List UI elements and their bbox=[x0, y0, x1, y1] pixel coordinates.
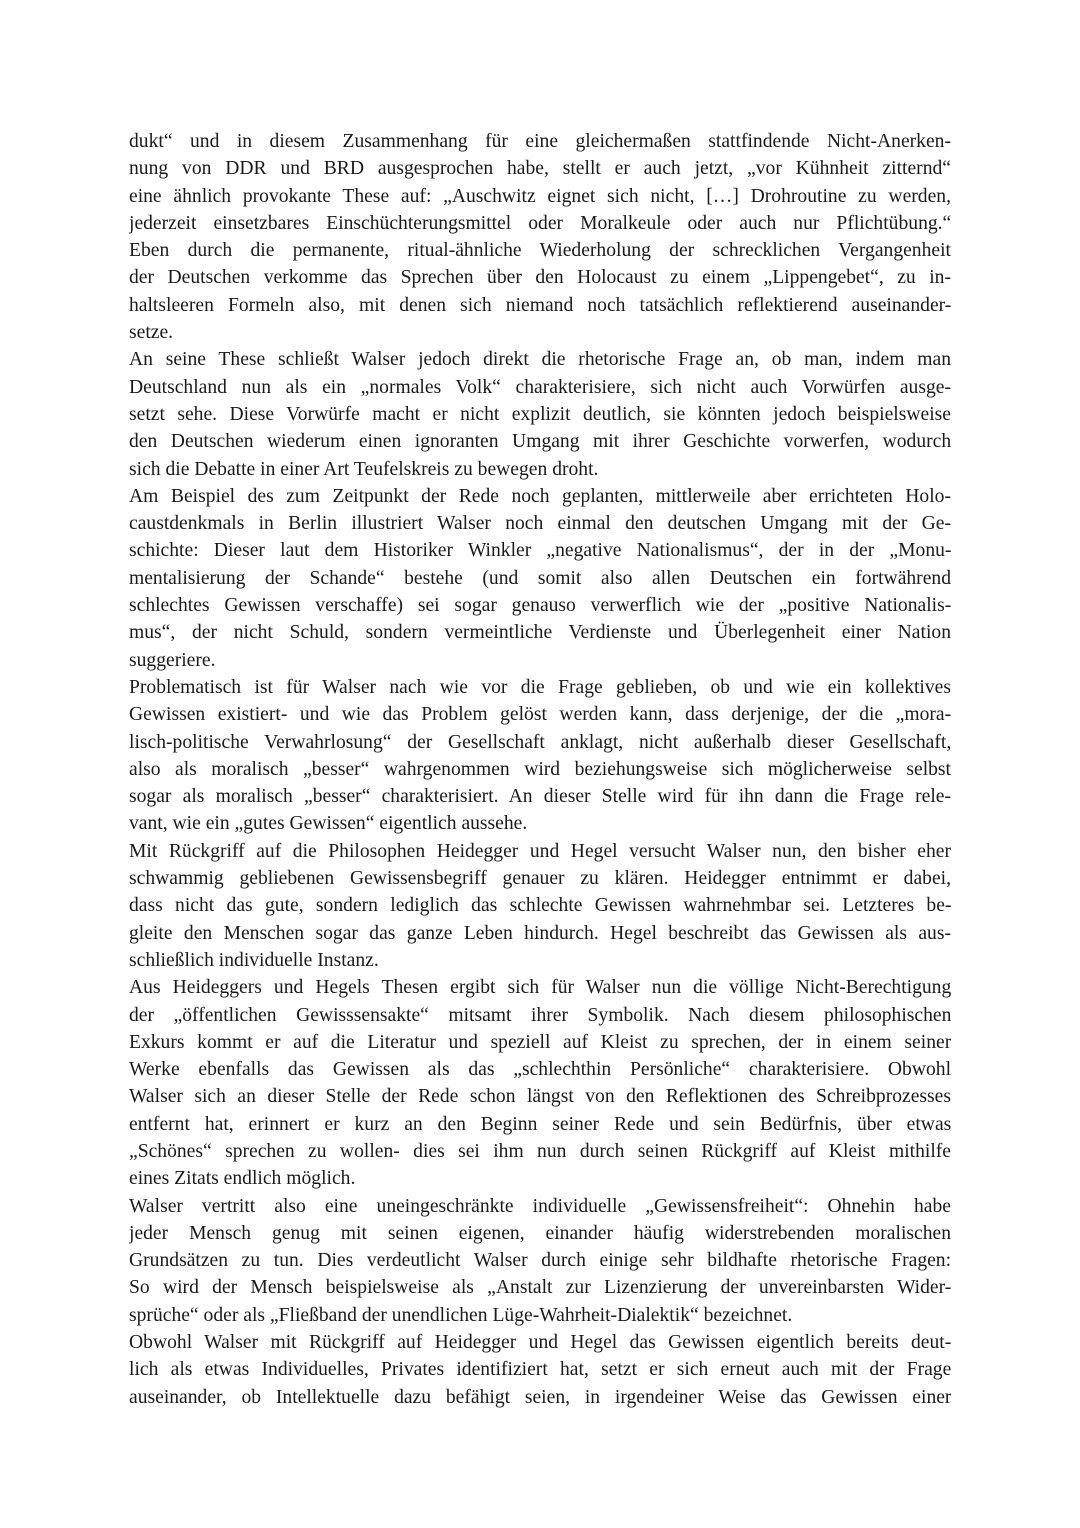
body-text bbox=[129, 128, 951, 1411]
text-line: Problematisch ist für Walser nach wie vor die Frage geblieben, ob und wie ein kollektives bbox=[129, 676, 951, 698]
text-line: Mit Rückgriff auf die Philosophen Heidegger und Hegel versucht Walser nun, den bisher eher bbox=[129, 840, 951, 862]
text-line: Obwohl Walser mit Rückgriff auf Heidegger und Hegel das Gewissen eigentlich bereits deut- bbox=[129, 1332, 951, 1354]
text-line: den Deutschen wiederum einen ignoranten Umgang mit ihrer Geschichte vorwerfen, wodurch bbox=[129, 431, 951, 453]
text-line: mentalisierung der Schande“ bestehe (und somit also allen Deutschen ein fortwährend bbox=[129, 567, 951, 589]
text-line: jeder Mensch genug mit seinen eigenen, einander häufig widerstrebenden moralischen bbox=[129, 1222, 951, 1244]
text-line: lich als etwas Individuelles, Privates identifiziert hat, setzt er sich erneut auch mit der Frage bbox=[129, 1359, 951, 1381]
text-line: Eben durch die permanente, ritual-ähnliche Wiederholung der schrecklichen Vergangenheit bbox=[129, 240, 951, 262]
text-line: Aus Heideggers und Hegels Thesen ergibt sich für Walser nun die völlige Nicht-Berechtigung bbox=[129, 977, 951, 999]
text-line: jederzeit einsetzbares Einschüchterungsmittel oder Moralkeule oder auch nur Pflichtübung.“ bbox=[129, 212, 951, 234]
text-line: der Deutschen verkomme das Sprechen über den Holocaust zu einem „Lippengebet“, zu in- bbox=[129, 267, 951, 289]
text-line: nung von DDR und BRD ausgesprochen habe, stellt er auch jetzt, „vor Kühnheit zitternd“ bbox=[129, 158, 951, 180]
text-line: schichte: Dieser laut dem Historiker Winkler „negative Nationalismus“, der in der „Monu- bbox=[129, 540, 951, 562]
text-line: eines Zitats endlich möglich. bbox=[129, 1168, 356, 1190]
text-line: caustdenkmals in Berlin illustriert Walser noch einmal den deutschen Umgang mit der Ge- bbox=[129, 513, 951, 535]
text-line: Grundsätzen zu tun. Dies verdeutlicht Walser durch einige sehr bildhafte rhetorische Fragen: bbox=[129, 1250, 951, 1272]
text-line: Deutschland nun als ein „normales Volk“ charakterisiere, sich nicht auch Vorwürfen ausge- bbox=[129, 376, 951, 398]
text-line: gleite den Menschen sogar das ganze Leben hindurch. Hegel beschreibt das Gewissen als aus- bbox=[129, 922, 951, 944]
text-line: sogar als moralisch „besser“ charakterisiert. An dieser Stelle wird für ihn dann die Frage rele- bbox=[129, 786, 951, 808]
text-line: suggeriere. bbox=[129, 649, 216, 671]
text-line: schließlich individuelle Instanz. bbox=[129, 949, 379, 971]
text-line: schwammig gebliebenen Gewissensbegriff genauer zu klären. Heidegger entnimmt er dabei, bbox=[129, 868, 951, 890]
text-line: lisch-politische Verwahrlosung“ der Gesellschaft anklagt, nicht außerhalb dieser Gesellschaft, bbox=[129, 731, 951, 753]
text-line: schlechtes Gewissen verschaffe) sei sogar genauso verwerflich wie der „positive Nationalis- bbox=[129, 595, 951, 617]
text-line: So wird der Mensch beispielsweise als „Anstalt zur Lizenzierung der unvereinbarsten Wider- bbox=[129, 1277, 951, 1299]
text-line: sich die Debatte in einer Art Teufelskreis zu bewegen droht. bbox=[129, 458, 599, 480]
text-line: Gewissen existiert- und wie das Problem gelöst werden kann, dass derjenige, der die „mora- bbox=[129, 704, 951, 726]
text-line: haltsleeren Formeln also, mit denen sich niemand noch tatsächlich reflektierend auseinander- bbox=[129, 294, 951, 316]
text-line: Exkurs kommt er auf die Literatur und speziell auf Kleist zu sprechen, der in einem seiner bbox=[129, 1031, 951, 1053]
text-line: also als moralisch „besser“ wahrgenommen wird beziehungsweise sich möglicherweise selbst bbox=[129, 758, 951, 780]
text-line: Am Beispiel des zum Zeitpunkt der Rede noch geplanten, mittlerweile aber errichteten Holo- bbox=[129, 485, 951, 507]
text-line: setzt sehe. Diese Vorwürfe macht er nicht explizit deutlich, sie könnten jedoch beispielsweise bbox=[129, 403, 951, 425]
text-line: Werke ebenfalls das Gewissen als das „schlechthin Persönliche“ charakterisiere. Obwohl bbox=[129, 1059, 951, 1081]
text-line: An seine These schließt Walser jedoch direkt die rhetorische Frage an, ob man, indem man bbox=[129, 349, 951, 371]
text-line: eine ähnlich provokante These auf: „Auschwitz eignet sich nicht, […] Drohroutine zu werden, bbox=[129, 185, 951, 207]
text-line: Walser vertritt also eine uneingeschränkte individuelle „Gewissensfreiheit“: Ohnehin habe bbox=[129, 1195, 951, 1217]
text-line: setze. bbox=[129, 322, 174, 344]
text-line: mus“, der nicht Schuld, sondern vermeintliche Verdienste und Überlegenheit einer Nation bbox=[129, 622, 951, 644]
text-line: sprüche“ oder als „Fließband der unendlichen Lüge-Wahrheit-Dialektik“ bezeichnet. bbox=[129, 1304, 793, 1326]
text-line: dukt“ und in diesem Zusammenhang für eine gleichermaßen stattfindende Nicht-Anerken- bbox=[129, 131, 951, 152]
text-line: „Schönes“ sprechen zu wollen- dies sei ihm nun durch seinen Rückgriff auf Kleist mithilfe bbox=[129, 1140, 951, 1162]
text-line: Walser sich an dieser Stelle der Rede schon längst von den Reflektionen des Schreibprozesses bbox=[129, 1086, 951, 1108]
text-line: auseinander, ob Intellektuelle dazu befähigt seien, in irgendeiner Weise das Gewissen einer bbox=[129, 1386, 951, 1408]
text-line: entfernt hat, erinnert er kurz an den Beginn seiner Rede und sein Bedürfnis, über etwas bbox=[129, 1113, 951, 1135]
text-line: der „öffentlichen Gewisssensakte“ mitsamt ihrer Symbolik. Nach diesem philosophischen bbox=[129, 1004, 951, 1026]
text-line: dass nicht das gute, sondern lediglich das schlechte Gewissen wahrnehmbar sei. Letzteres be- bbox=[129, 895, 951, 917]
text-line: vant, wie ein „gutes Gewissen“ eigentlich aussehe. bbox=[129, 813, 528, 835]
